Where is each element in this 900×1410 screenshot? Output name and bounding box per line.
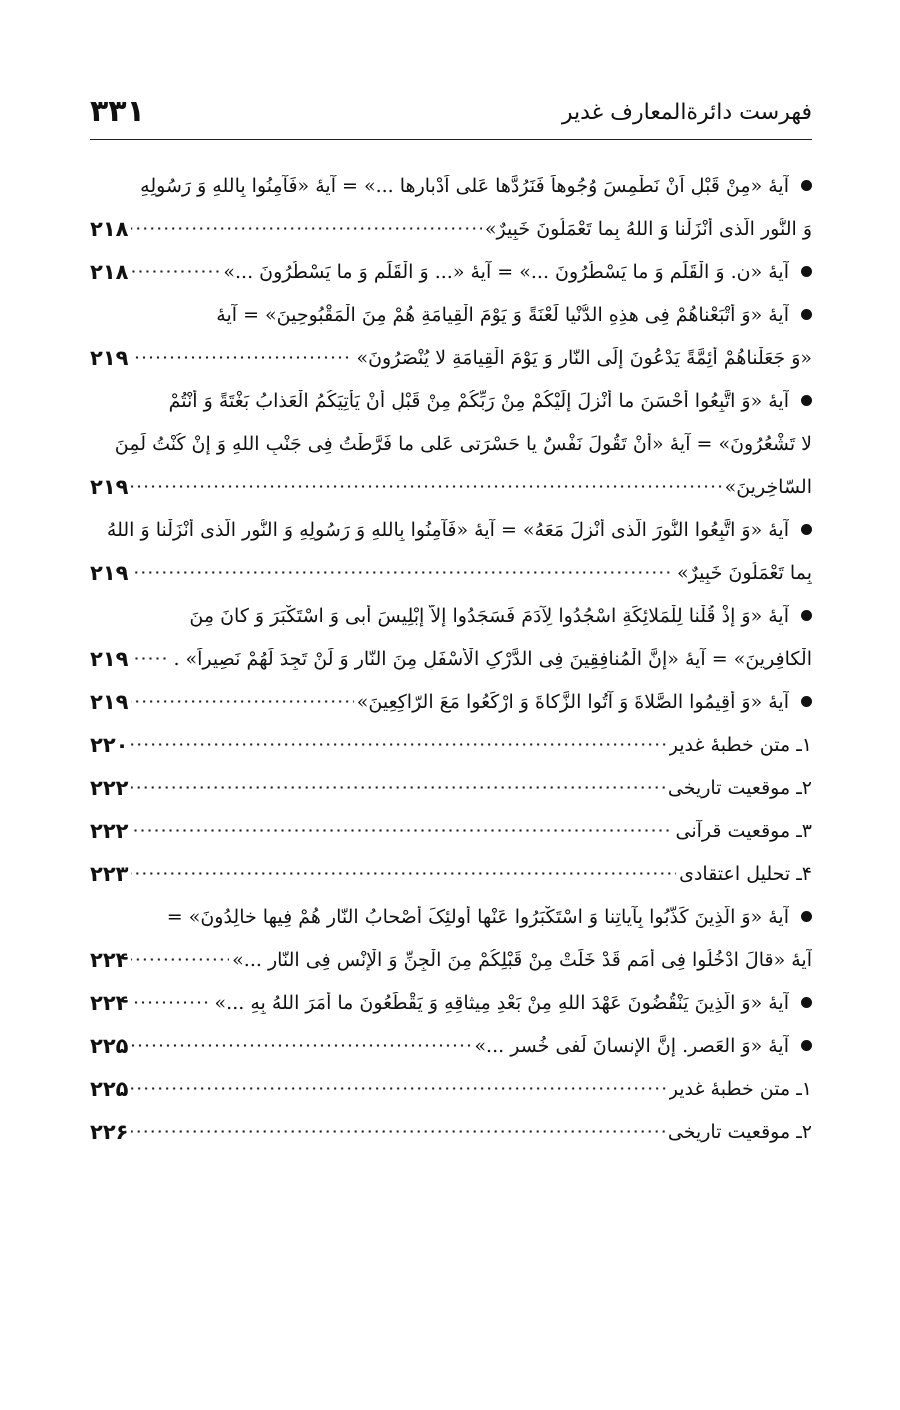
entry-text: بِما تَعْمَلُونَ خَبِیرٌ» [677, 561, 812, 584]
entry-text: آیهٔ «وَ الَّذِینَ یَنْقُضُونَ عَهْدَ اللهِ مِنْ بَعْدِ مِیثاقِهِ وَ یَقْطَعُونَ ما أَمَرَ اللهُ بِهِ ...» [214, 991, 789, 1014]
bullet-icon [801, 1040, 812, 1051]
entry-line [90, 336, 812, 379]
entry-line [90, 594, 812, 637]
index-entry [90, 379, 812, 508]
entry-line [90, 637, 812, 680]
entry-line [90, 422, 812, 465]
bullet-icon [801, 309, 812, 320]
entry-text: آیهٔ «وَ اتَّبِعُوا أَحْسَنَ ما أُنْزِلَ إِلَیْکُمْ مِنْ رَبِّکُمْ مِنْ قَبْلِ أَنْ یَأْتِیَکُمُ الْعَذابُ بَغْتَةً وَ أَنْتُمْ [168, 389, 789, 412]
entry-text: آیهٔ «وَ أَقِیمُوا الصَّلاةَ وَ آتُوا الزَّکاةَ وَ ارْکَعُوا مَعَ الرّاکِعِینَ» [356, 690, 789, 713]
entry-page-number: ۲۱۹ [90, 689, 129, 714]
index-entry [90, 293, 812, 379]
entry-text: لا تَشْعُرُونَ» = آیهٔ «أَنْ تَقُولَ نَفْسٌ یا حَسْرَتی عَلی ما فَرَّطْتُ فِی جَنْبِ اللهِ وَ إِنْ کُنْتُ لَمِنَ [114, 432, 812, 455]
entry-text: وَ النُّورِ الَّذی أَنْزَلْنا وَ اللهُ بِما تَعْمَلُونَ خَبِیرٌ» [484, 217, 812, 240]
dot-leader [131, 693, 353, 711]
running-title: فهرست دائرةالمعارف غدیر [561, 100, 812, 125]
sub-entry-text: ۱ـ متن خطبهٔ غدیر [668, 733, 812, 756]
entry-text: السّاخِرِینَ» [724, 475, 812, 498]
index-entry [90, 594, 812, 680]
entry-text: آیهٔ «مِنْ قَبْلِ اَنْ نَطْمِسَ وُجُوهاً فَنَرُدَّها عَلی اَدْبارِها ...» = آیهٔ «فَآمِنُوا بِاللهِ وَ رَسُولِهِ [140, 174, 789, 197]
dot-leader [131, 263, 220, 281]
entry-text: آیهٔ «ن. وَ الْقَلَمِ وَ ما یَسْطُرُونَ ...» = آیهٔ «... وَ الْقَلَمِ وَ ما یَسْطُرُونَ ...» [223, 260, 789, 283]
index-entry [90, 1024, 812, 1153]
entry-page-number: ۲۱۹ [90, 345, 129, 370]
bullet-icon [801, 696, 812, 707]
entry-line [90, 895, 812, 938]
sub-entry-page-number: ۲۲۳ [90, 861, 129, 886]
entry-text: آیهٔ «وَ الَّذِینَ کَذَّبُوا بِآیاتِنا وَ اسْتَکْبَرُوا عَنْها أُولئِکَ أَصْحابُ النّارِ هُمْ فِیها خالِدُونَ» = [166, 905, 789, 928]
dot-leader [131, 478, 721, 496]
sub-entry-text: ۴ـ تحلیل اعتقادی [679, 862, 812, 885]
dot-leader [131, 650, 170, 668]
bullet-icon [801, 180, 812, 191]
index-entry [90, 508, 812, 594]
index-entry [90, 164, 812, 250]
dot-leader [131, 1080, 665, 1098]
index-entry [90, 680, 812, 895]
dot-leader [131, 564, 674, 582]
dot-leader [131, 736, 665, 754]
index-entry [90, 250, 812, 293]
sub-entry-text: ۲ـ موقعیت تاریخی [667, 776, 812, 799]
sub-entry [90, 1110, 812, 1153]
bullet-icon [801, 610, 812, 621]
sub-entry [90, 809, 812, 852]
sub-entry-page-number: ۲۲۲ [90, 818, 129, 843]
entry-page-number: ۲۲۴ [90, 990, 129, 1015]
bullet-icon [801, 911, 812, 922]
entry-page-number: ۲۱۹ [90, 474, 129, 499]
entry-text: آیهٔ «وَ أَتْبَعْناهُمْ فِی هذِهِ الدُّنْیا لَعْنَةً وَ یَوْمَ الْقِیامَةِ هُمْ مِنَ الْمَقْبُوحِینَ» = آیهٔ [216, 303, 789, 326]
dot-leader [131, 220, 481, 238]
entry-line [90, 680, 812, 723]
entry-line [90, 207, 812, 250]
sub-entry-text: ۲ـ موقعیت تاریخی [667, 1120, 812, 1143]
sub-entry [90, 852, 812, 895]
entry-line [90, 379, 812, 422]
bullet-icon [801, 997, 812, 1008]
entry-page-number: ۲۲۴ [90, 947, 129, 972]
entry-line [90, 508, 812, 551]
sub-entry [90, 766, 812, 809]
entry-text: آیهٔ «وَ اتَّبِعُوا النُّورَ الَّذی أُنْزِلَ مَعَهُ» = آیهٔ «فَآمِنُوا بِاللهِ وَ رَسُولِهِ وَ النُّورِ الَّذی أَنْزَلْنا وَ اللهُ [106, 518, 789, 541]
bullet-icon [801, 524, 812, 535]
entry-text: آیهٔ «وَ إِذْ قُلْنا لِلْمَلائِکَةِ اسْجُدُوا لِآدَمَ فَسَجَدُوا إِلاّ إِبْلِیسَ أَبی وَ اسْتَکْبَرَ وَ کانَ مِنَ [189, 604, 789, 627]
bullet-icon [801, 266, 812, 277]
sub-entry-text: ۳ـ موقعیت قرآنی [675, 819, 812, 842]
entry-line [90, 551, 812, 594]
sub-entry [90, 1067, 812, 1110]
sub-entry-text: ۱ـ متن خطبهٔ غدیر [668, 1077, 812, 1100]
index-entry [90, 895, 812, 981]
dot-leader [131, 951, 229, 969]
sub-entry-page-number: ۲۲۶ [90, 1119, 129, 1144]
entry-line [90, 164, 812, 207]
entry-text: الْکافِرِینَ» = آیهٔ «إِنَّ الْمُنافِقِینَ فِی الدَّرْکِ الْأَسْفَلِ مِنَ النّارِ وَ لَنْ تَجِدَ لَهُمْ نَصِیراً» . [173, 647, 812, 670]
sub-entry [90, 723, 812, 766]
index-list [90, 164, 812, 1153]
page-number: ۳۳۱ [90, 94, 145, 129]
entry-line [90, 293, 812, 336]
entry-line [90, 981, 812, 1024]
entry-text: آیهٔ «وَ العَصرِ. إِنَّ الإنسانَ لَفی خُسرٍ ...» [474, 1034, 789, 1057]
index-entry [90, 981, 812, 1024]
entry-page-number: ۲۱۹ [90, 560, 129, 585]
dot-leader [131, 1037, 471, 1055]
dot-leader [131, 349, 353, 367]
sub-entry-page-number: ۲۲۰ [90, 732, 129, 757]
sub-entry-page-number: ۲۲۵ [90, 1076, 129, 1101]
dot-leader [131, 865, 676, 883]
entry-page-number: ۲۲۵ [90, 1033, 129, 1058]
dot-leader [131, 994, 211, 1012]
dot-leader [131, 822, 672, 840]
entry-line [90, 250, 812, 293]
entry-line [90, 938, 812, 981]
entry-page-number: ۲۱۹ [90, 646, 129, 671]
page-header [90, 94, 812, 140]
bullet-icon [801, 395, 812, 406]
entry-page-number: ۲۱۸ [90, 259, 129, 284]
entry-text: آیهٔ «قالَ ادْخُلُوا فِی أُمَمٍ قَدْ خَلَتْ مِنْ قَبْلِکُمْ مِنَ الْجِنِّ وَ الْإِنْسِ فِی النّارِ ...» [232, 948, 812, 971]
sub-entry-page-number: ۲۲۲ [90, 775, 129, 800]
entry-page-number: ۲۱۸ [90, 216, 129, 241]
entry-text: «وَ جَعَلْناهُمْ أَئِمَّةً یَدْعُونَ إِلَی النّارِ وَ یَوْمَ الْقِیامَةِ لا یُنْصَرُونَ» [356, 346, 812, 369]
dot-leader [131, 1123, 664, 1141]
entry-line [90, 1024, 812, 1067]
entry-line [90, 465, 812, 508]
dot-leader [131, 779, 664, 797]
